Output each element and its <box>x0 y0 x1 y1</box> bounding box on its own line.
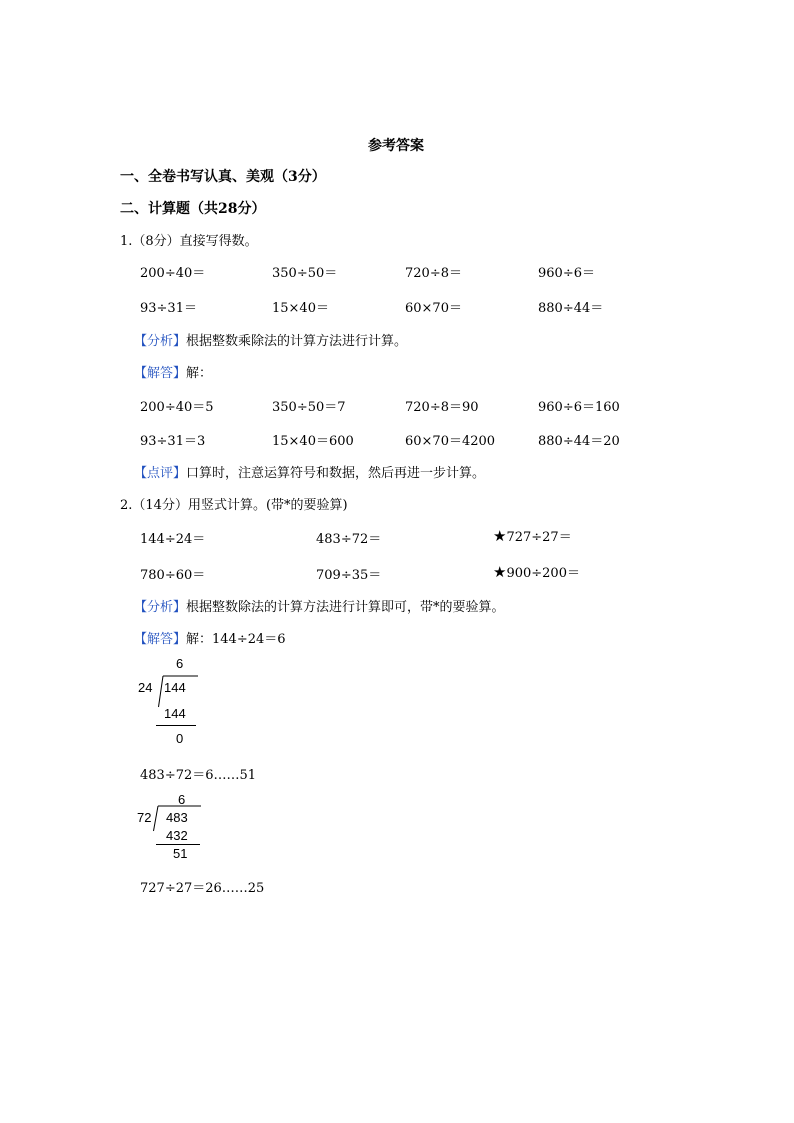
q1-problem: 200÷40＝ <box>140 266 206 281</box>
q2-answer-line: 727÷27＝26……25 <box>140 881 265 896</box>
q2-header: 2.（14分）用竖式计算。(带*的要验算) <box>120 498 348 513</box>
partial-product: 432 <box>166 828 188 843</box>
subtraction-line <box>156 725 196 726</box>
q1-answer-item: 350÷50＝7 <box>272 400 346 415</box>
q2-answer <box>134 628 286 647</box>
q1-answer-item: 960÷6＝160 <box>538 400 620 415</box>
q2-problem-starred <box>493 562 580 581</box>
long-division-144-24 <box>136 655 206 750</box>
q1-answer-item: 93÷31＝3 <box>140 434 206 449</box>
q1-problem: 60×70＝ <box>405 301 462 316</box>
answer-text: 解：144÷24＝6 <box>186 632 286 647</box>
partial-product: 144 <box>164 706 186 721</box>
q2-problem-text: 900÷200＝ <box>506 566 580 581</box>
q1-answer-item: 200÷40＝5 <box>140 400 214 415</box>
section-1-heading: 一、全卷书写认真、美观（3分） <box>120 169 326 185</box>
q1-problem: 880÷44＝ <box>538 301 604 316</box>
quotient: 6 <box>178 792 186 807</box>
comment-tag: 【点评】 <box>134 466 187 481</box>
q2-problem-text: 727÷27＝ <box>506 530 572 545</box>
q1-answer <box>134 362 212 381</box>
q2-problem: 144÷24＝ <box>140 532 206 547</box>
q2-analysis <box>134 596 505 615</box>
analysis-text: 根据整数除法的计算方法进行计算即可，带*的要验算。 <box>186 600 505 615</box>
q2-answer-line: 483÷72＝6……51 <box>140 768 257 783</box>
q1-answer-item: 60×70＝4200 <box>405 434 496 449</box>
q1-problem: 93÷31＝ <box>140 301 197 316</box>
star-icon: ★ <box>493 563 507 581</box>
comment-text: 口算时，注意运算符号和数据，然后再进一步计算。 <box>186 466 486 481</box>
q1-answer-item: 15×40＝600 <box>272 434 354 449</box>
q2-problem: 483÷72＝ <box>316 532 382 547</box>
star-icon: ★ <box>493 527 507 545</box>
divisor: 72 <box>137 810 152 825</box>
subtraction-line <box>156 844 200 845</box>
q1-problem: 960÷6＝ <box>538 266 595 281</box>
dividend: 144 <box>164 680 186 695</box>
q1-analysis <box>134 330 407 349</box>
q1-problem: 15×40＝ <box>272 301 329 316</box>
answer-tag: 【解答】 <box>134 632 187 647</box>
q2-problem-starred <box>493 526 572 545</box>
dividend: 483 <box>166 810 188 825</box>
section-2-heading: 二、计算题（共28分） <box>120 201 266 217</box>
answer-text: 解： <box>186 366 213 381</box>
q1-answer-item: 720÷8＝90 <box>405 400 479 415</box>
analysis-tag: 【分析】 <box>134 600 187 615</box>
remainder: 51 <box>173 846 188 861</box>
answer-tag: 【解答】 <box>134 366 187 381</box>
q2-problem: 709÷35＝ <box>316 568 382 583</box>
remainder: 0 <box>176 731 184 746</box>
analysis-text: 根据整数乘除法的计算方法进行计算。 <box>186 334 408 349</box>
divisor: 24 <box>138 680 153 695</box>
q1-problem: 720÷8＝ <box>405 266 462 281</box>
page-title: 参考答案 <box>368 138 424 154</box>
q1-comment <box>134 462 485 481</box>
analysis-tag: 【分析】 <box>134 334 187 349</box>
quotient: 6 <box>176 656 184 671</box>
q2-problem: 780÷60＝ <box>140 568 206 583</box>
q1-answer-item: 880÷44＝20 <box>538 434 620 449</box>
long-division-483-72 <box>136 791 206 863</box>
q1-header: 1.（8分）直接写得数。 <box>120 234 258 249</box>
q1-problem: 350÷50＝ <box>272 266 338 281</box>
